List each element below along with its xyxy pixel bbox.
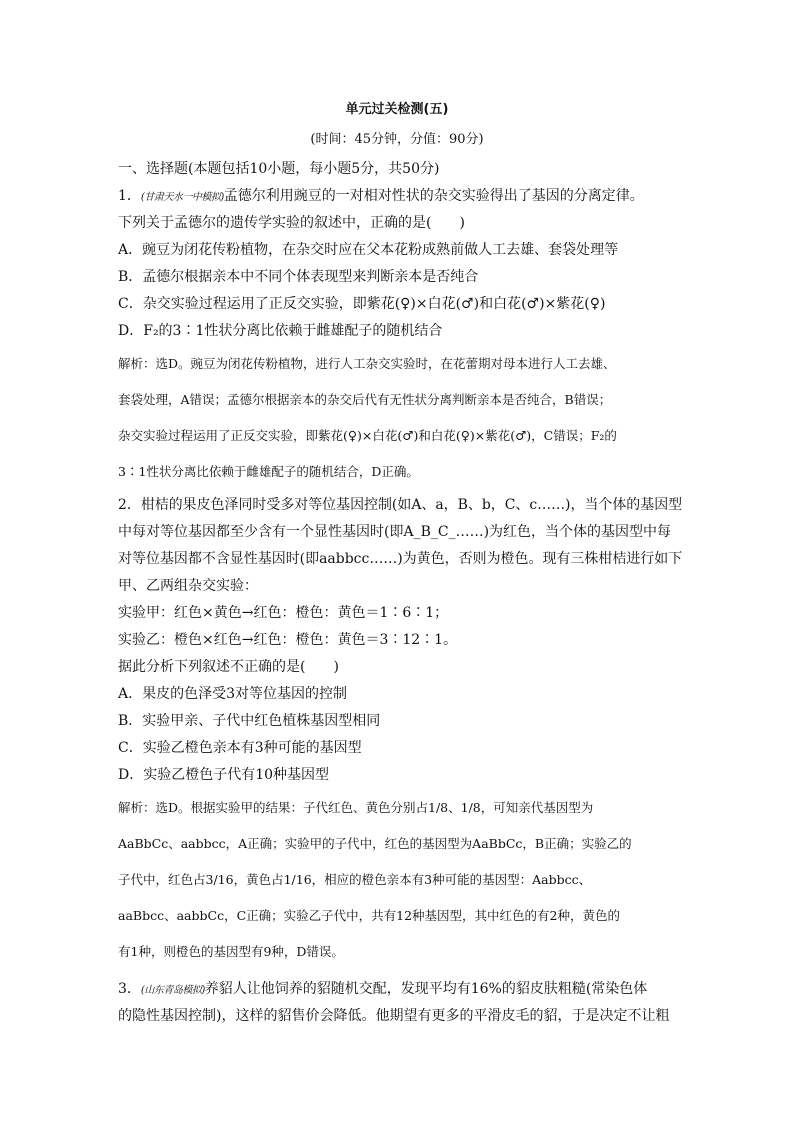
q2-analysis-line-4: aaBbcc、aabbCc，C正确；实验乙子代中，共有12种基因型，其中红色的有2种，黄色的	[118, 908, 620, 923]
page-subtitle: (时间：45分钟，分值：90分)	[310, 132, 484, 147]
q1-analysis-line-4: 3∶1性状分离比依赖于雌雄配子的随机结合，D正确。	[118, 464, 419, 479]
q2-analysis-line-2: AaBbCc、aabbcc，A正确；实验甲的子代中，红色的基因型为AaBbCc，B正确；实验乙的	[118, 836, 632, 851]
q1-stem-text: 孟德尔利用豌豆的一对相对性状的杂交实验得出了基因的分离定律。	[223, 188, 644, 204]
q2-analysis-line-3: 子代中，红色占3/16，黄色占1/16，相应的橙色亲本有3种可能的基因型：Aabbcc、	[118, 872, 592, 887]
q2-analysis-line-5: 有1种，则橙色的基因型有9种，D错误。	[118, 944, 344, 959]
q1-option-d: D．F₂的3∶1性状分离比依赖于雌雄配子的随机结合	[118, 323, 443, 339]
q2-analysis-line-1: 解析：选D。根据实验甲的结果：子代红色、黄色分别占1/8、1/8，可知亲代基因型为	[118, 800, 594, 815]
q2-option-c: C．实验乙橙色亲本有3种可能的基因型	[118, 740, 362, 756]
q3-source: (山东青岛模拟)	[140, 985, 205, 996]
q2-stem-line-2: 中每对等位基因都至少含有一个显性基因时(即A_B_C_……)为红色，当个体的基因型中每	[118, 524, 672, 540]
q3-number: 3．	[118, 981, 141, 997]
section-heading: 一、选择题(本题包括10小题，每小题5分，共50分)	[118, 161, 440, 177]
q1-stem-line-2: 下列关于孟德尔的遗传学实验的叙述中，正确的是( )	[118, 215, 465, 231]
q3-stem-line-1	[118, 980, 647, 1000]
q1-option-a: A．豌豆为闭花传粉植物，在杂交时应在父本花粉成熟前做人工去雄、套袋处理等	[118, 242, 619, 258]
q2-experiment-a: 实验甲：红色×黄色→红色：橙色：黄色＝1∶6∶1；	[118, 605, 449, 621]
q1-source: (甘肃天水一中模拟)	[140, 192, 224, 203]
page-title: 单元过关检测(五)	[345, 102, 449, 117]
q2-stem-line-3: 对等位基因都不含显性基因时(即aabbcc……)为黄色，否则为橙色。现有三株柑桔进行如下	[118, 551, 683, 567]
q3-stem-text: 养貂人让他饲养的貂随机交配，发现平均有16%的貂皮肤粗糙(常染色体	[204, 981, 648, 997]
q1-analysis-line-2: 套袋处理，A错误；孟德尔根据亲本的杂交后代有无性状分离判断亲本是否纯合，B错误；	[118, 392, 612, 407]
q1-option-b: B．孟德尔根据亲本中不同个体表现型来判断亲本是否纯合	[118, 269, 479, 285]
q1-number: 1．	[118, 188, 141, 204]
q2-experiment-b: 实验乙：橙色×红色→红色：橙色：黄色＝3∶12∶1。	[118, 632, 458, 648]
q1-option-c: C．杂交实验过程运用了正反交实验，即紫花(♀)×白花(♂)和白花(♂)×紫花(♀)	[118, 296, 606, 312]
q2-option-b: B．实验甲亲、子代中红色植株基因型相同	[118, 713, 381, 729]
q2-question: 据此分析下列叙述不正确的是( )	[118, 659, 339, 675]
q1-analysis-line-1: 解析：选D。豌豆为闭花传粉植物，进行人工杂交实验时，在花蕾期对母本进行人工去雄、	[118, 356, 616, 371]
q2-option-a: A．果皮的色泽受3对等位基因的控制	[118, 686, 348, 702]
q1-stem-line-1	[118, 187, 644, 207]
q1-analysis-line-3: 杂交实验过程运用了正反交实验，即紫花(♀)×白花(♂)和白花(♀)×紫花(♂)，C错误；F₂的	[118, 428, 617, 443]
q2-stem-line-4: 甲、乙两组杂交实验：	[118, 578, 258, 594]
q3-stem-line-2: 的隐性基因控制)，这样的貂售价会降低。他期望有更多的平滑皮毛的貂，于是决定不让粗	[118, 1008, 670, 1024]
q2-option-d: D．实验乙橙色子代有10种基因型	[118, 767, 330, 783]
q2-stem-line-1: 2．柑桔的果皮色泽同时受多对等位基因控制(如A、a，B、b，C、c……)，当个体的基因型	[118, 497, 683, 513]
